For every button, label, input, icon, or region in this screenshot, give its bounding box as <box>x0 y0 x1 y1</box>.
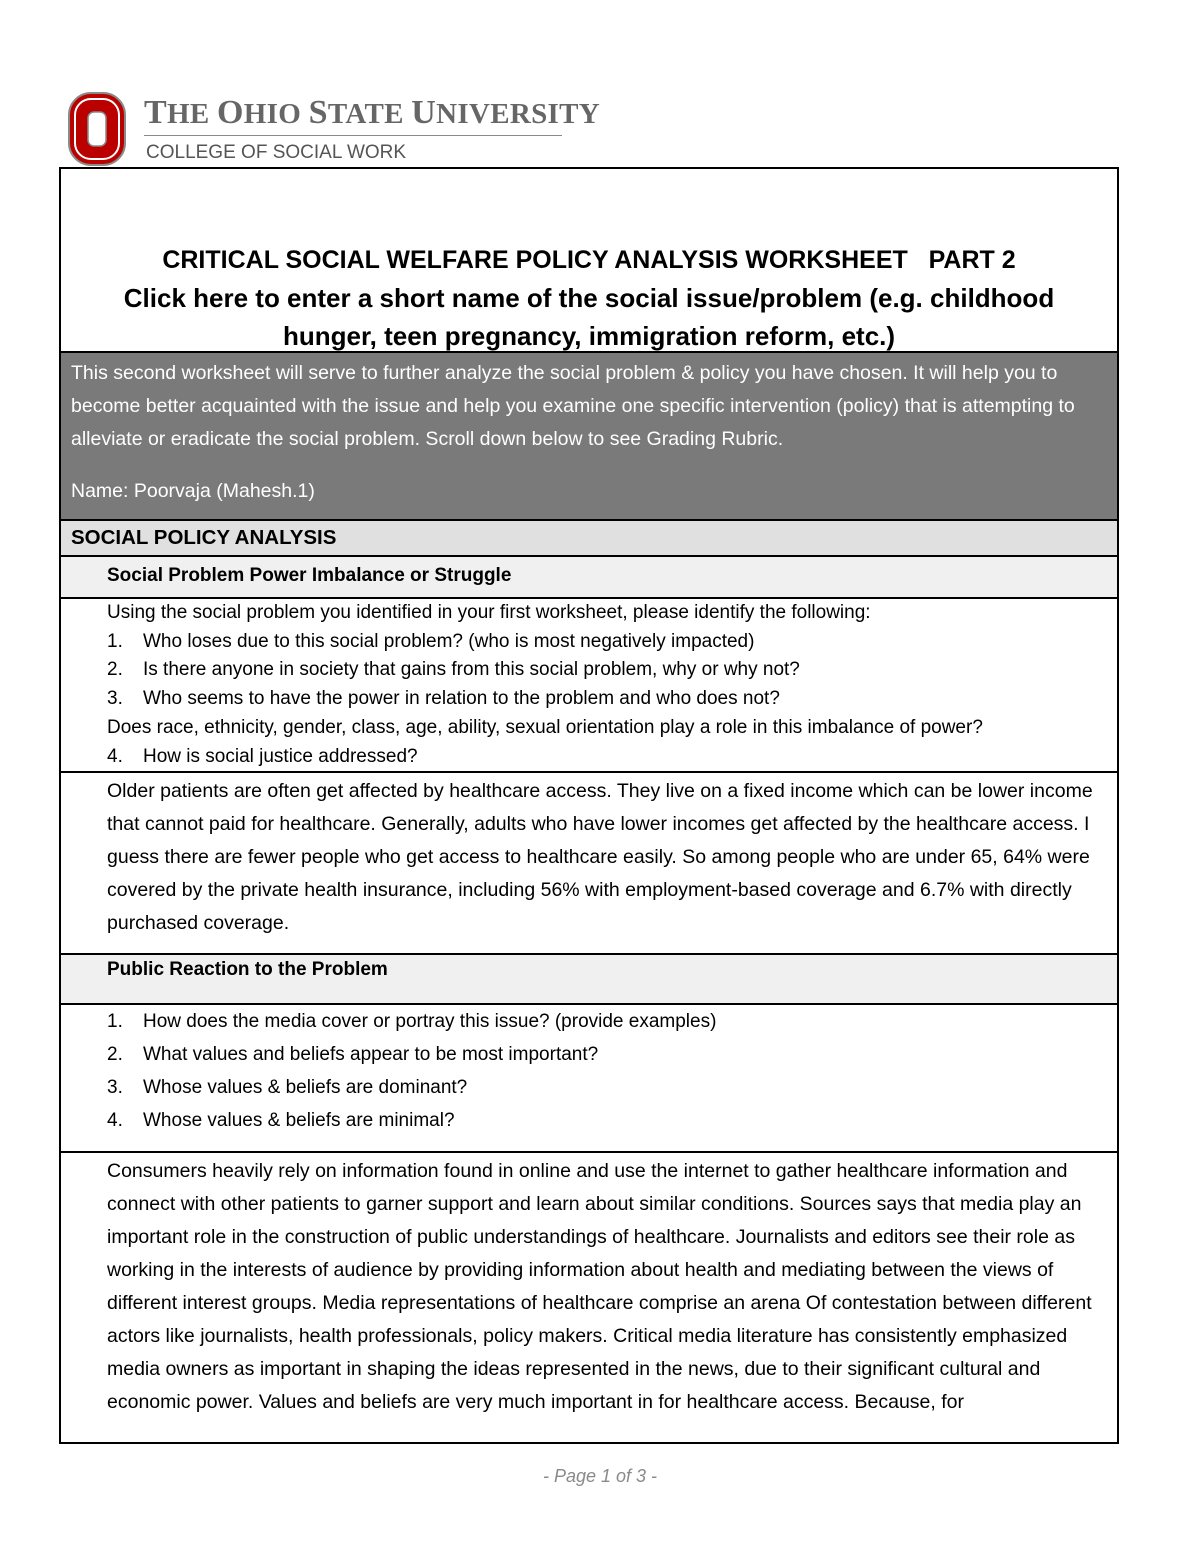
public-reaction-answer[interactable]: Consumers heavily rely on information found in online and use the internet to gather healthcare information and connect with other patients to garner support and learn about similar conditions. Sources says that media play an important role in the construction of public understandings of healthcare. Journalists and editors see their role as working in the interests of audience by providing information about health and mediating between the views of different interest groups. Media representations of healthcare comprise an arena Of contestation between different actors like journalists, health professionals, policy makers. Critical media literature has consistently emphasized media owners as important in shaping the ideas represented in the news, due to their significant cultural and economic power. Values and beliefs are very much important in for healthcare access. Because, for <box>107 1160 1092 1413</box>
public-reaction-heading: Public Reaction to the Problem <box>61 955 1117 1005</box>
list-item: 2. What values and beliefs appear to be most important? <box>107 1044 599 1065</box>
list-item: 1. How does the media cover or portray this issue? (provide examples) <box>107 1011 717 1032</box>
intro-block <box>61 353 1117 521</box>
worksheet-table <box>59 167 1119 1444</box>
list-item: 3. Whose values & beliefs are dominant? <box>107 1077 468 1098</box>
section-title: SOCIAL POLICY ANALYSIS <box>61 521 1117 557</box>
student-name[interactable]: Name: Poorvaja (Mahesh.1) <box>71 480 315 502</box>
public-reaction-questions <box>61 1005 1117 1153</box>
power-imbalance-questions <box>61 599 1117 773</box>
list-item: 3. Who seems to have the power in relation to the problem and who does not? <box>107 688 780 710</box>
block-o-logo <box>68 92 126 166</box>
issue-name-placeholder[interactable]: Click here to enter a short name of the social issue/problem (e.g. childhood hunger, teen pregnancy, immigration reform, etc.) <box>123 283 1055 351</box>
list-item: 2. Is there anyone in society that gains from this social problem, why or why not? <box>107 659 800 681</box>
page-number: - Page 1 of 3 - <box>542 1466 658 1486</box>
university-name: THE OHIO STATE UNIVERSITY <box>144 94 601 131</box>
questions-note: Does race, ethnicity, gender, class, age, ability, sexual orientation play a role in this imbalance of power? <box>107 716 983 738</box>
university-header <box>68 92 601 168</box>
list-item: 4. How is social justice addressed? <box>107 745 418 767</box>
header-divider <box>144 135 562 136</box>
questions-lead: Using the social problem you identified in your first worksheet, please identify the following: <box>107 602 871 623</box>
worksheet-title: CRITICAL SOCIAL WELFARE POLICY ANALYSIS WORKSHEET PART 2 <box>162 246 1016 274</box>
college-name: COLLEGE OF SOCIAL WORK <box>146 142 407 163</box>
power-imbalance-heading: Social Problem Power Imbalance or Struggle <box>61 557 1117 599</box>
intro-text: This second worksheet will serve to further analyze the social problem & policy you have chosen. It will help you to become better acquainted with the issue and help you examine one specific intervention (policy) that is attempting to alleviate or eradicate the social problem. Scroll down below to see Grading Rubric. <box>71 362 1075 450</box>
list-item: 1. Who loses due to this social problem? (who is most negatively impacted) <box>107 630 755 652</box>
title-block <box>61 169 1117 353</box>
power-imbalance-answer[interactable]: Older patients are often get affected by healthcare access. They live on a fixed income which can be lower income that cannot paid for healthcare. Generally, adults who have lower incomes get affected by the healthcare access. I guess there are fewer people who get access to healthcare easily. So among people who are under 65, 64% were covered by the private health insurance, including 56% with employment-based coverage and 6.7% with directly purchased coverage. <box>61 773 1117 955</box>
list-item: 4. Whose values & beliefs are minimal? <box>107 1110 455 1131</box>
